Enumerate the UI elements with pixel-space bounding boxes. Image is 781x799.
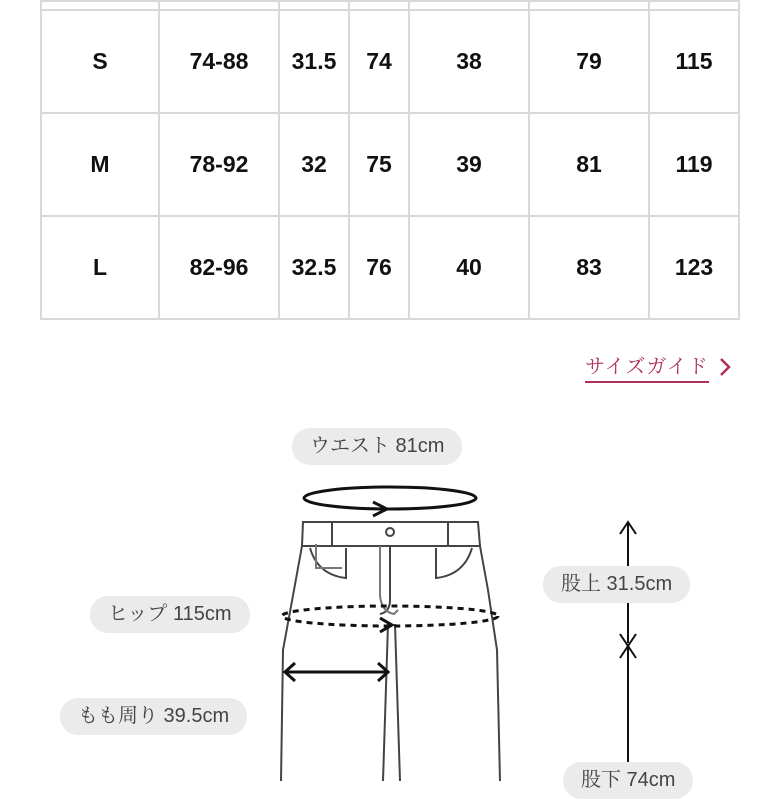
rise-label: 股上 31.5cm <box>543 566 690 603</box>
table-cell: 31.5 <box>279 10 349 113</box>
waistband <box>302 522 480 546</box>
table-cell: 83 <box>529 216 649 319</box>
table-cell: 39 <box>409 113 529 216</box>
thigh-label: もも周り 39.5cm <box>60 698 247 735</box>
size-cell: L <box>41 216 159 319</box>
inseam-label: 股下 74cm <box>563 762 693 799</box>
table-cell: 75 <box>349 113 409 216</box>
table-cell: 82-96 <box>159 216 279 319</box>
table-cell: 115 <box>649 10 739 113</box>
table-cell: 32 <box>279 113 349 216</box>
size-guide-label: サイズガイド <box>585 350 709 383</box>
table-cell: 32.5 <box>279 216 349 319</box>
table-cell: 81 <box>529 113 649 216</box>
table-cell: 119 <box>649 113 739 216</box>
table-cell: 40 <box>409 216 529 319</box>
waist-label: ウエスト 81cm <box>292 428 462 465</box>
table-cell: 74-88 <box>159 10 279 113</box>
table-cell: 79 <box>529 10 649 113</box>
table-cell: 76 <box>349 216 409 319</box>
table-cell: 123 <box>649 216 739 319</box>
waist-measure-line <box>304 487 476 509</box>
button-icon <box>386 528 394 536</box>
table-cell: 78-92 <box>159 113 279 216</box>
table-cell: 38 <box>409 10 529 113</box>
hip-label: ヒップ 115cm <box>90 596 250 633</box>
size-cell: S <box>41 10 159 113</box>
size-cell: M <box>41 113 159 216</box>
table-cell: 74 <box>349 10 409 113</box>
